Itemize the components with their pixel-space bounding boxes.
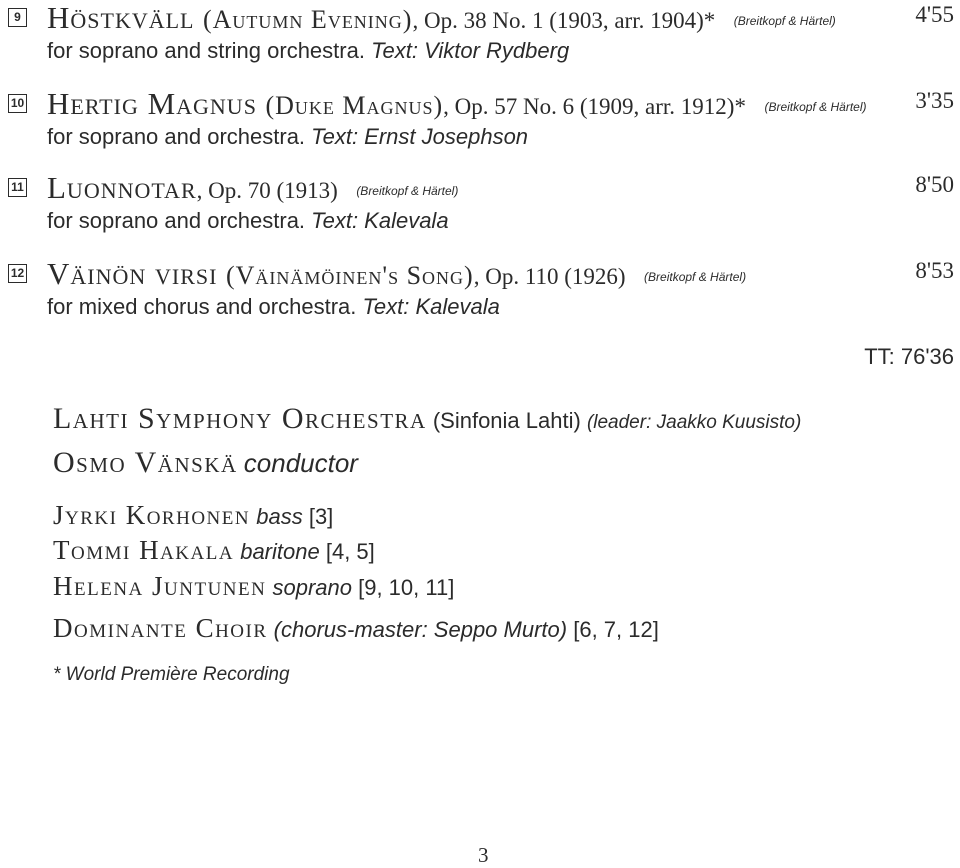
track-publisher: (Breitkopf & Härtel) bbox=[644, 270, 747, 284]
performer-tracks: [9, 10, 11] bbox=[358, 575, 455, 600]
track-title: Väinön virsi bbox=[47, 256, 218, 291]
track-title-line bbox=[47, 256, 746, 292]
track-number-badge: 11 bbox=[8, 178, 27, 197]
performer-tracks: [6, 7, 12] bbox=[573, 617, 659, 642]
track-description bbox=[47, 38, 569, 64]
performer-baritone bbox=[53, 535, 375, 566]
performer-soprano bbox=[53, 571, 454, 602]
track-publisher: (Breitkopf & Härtel) bbox=[733, 14, 836, 28]
performer-name: Lahti Symphony Orchestra bbox=[53, 402, 427, 435]
track-title-line bbox=[47, 0, 836, 36]
performer-bass bbox=[53, 500, 333, 531]
track-description bbox=[47, 208, 449, 234]
track-title-translation: (Duke Magnus) bbox=[265, 91, 444, 120]
track-opus: , Op. 38 No. 1 (1903, arr. 1904)* bbox=[412, 8, 716, 33]
track-description bbox=[47, 124, 528, 150]
track-title-line bbox=[47, 86, 866, 122]
performer-detail: (Sinfonia Lahti) bbox=[432, 408, 581, 433]
performer-role: conductor bbox=[243, 448, 358, 478]
track-publisher: (Breitkopf & Härtel) bbox=[356, 184, 459, 198]
performer-orchestra bbox=[53, 402, 801, 436]
track-title: Luonnotar bbox=[47, 170, 197, 205]
performer-name: Tommi Hakala bbox=[53, 535, 235, 565]
track-title-translation: (Autumn Evening) bbox=[203, 5, 413, 34]
page-number: 3 bbox=[478, 843, 489, 867]
performer-role: (chorus-master: Seppo Murto) bbox=[273, 617, 568, 642]
total-time: TT: 76'36 bbox=[864, 344, 954, 369]
performer-tracks: [4, 5] bbox=[325, 539, 375, 564]
performer-conductor bbox=[53, 446, 358, 480]
performer-role: bass bbox=[256, 504, 303, 529]
track-scoring: for soprano and orchestra. bbox=[47, 208, 306, 233]
track-text-author: Text: Viktor Rydberg bbox=[371, 38, 570, 63]
performer-name: Helena Juntunen bbox=[53, 571, 267, 601]
track-title-line bbox=[47, 170, 458, 206]
track-text-author: Text: Kalevala bbox=[362, 294, 500, 319]
track-description bbox=[47, 294, 500, 320]
track-opus: , Op. 110 (1926) bbox=[473, 264, 626, 289]
track-number-badge: 10 bbox=[8, 94, 27, 113]
performer-choir bbox=[53, 613, 659, 644]
performer-role: baritone bbox=[240, 539, 320, 564]
track-duration: 8'53 bbox=[915, 258, 954, 283]
track-opus: , Op. 70 (1913) bbox=[196, 178, 338, 203]
track-publisher: (Breitkopf & Härtel) bbox=[764, 100, 867, 114]
track-text-author: Text: Ernst Josephson bbox=[311, 124, 529, 149]
track-scoring: for soprano and string orchestra. bbox=[47, 38, 365, 63]
track-scoring: for mixed chorus and orchestra. bbox=[47, 294, 357, 319]
track-duration: 3'35 bbox=[915, 88, 954, 113]
performer-role: soprano bbox=[272, 575, 352, 600]
performer-name: Dominante Choir bbox=[53, 613, 268, 643]
track-number-badge: 12 bbox=[8, 264, 27, 283]
track-title: Hertig Magnus bbox=[47, 86, 257, 121]
track-duration: 8'50 bbox=[915, 172, 954, 197]
performer-name: Jyrki Korhonen bbox=[53, 500, 251, 530]
track-duration: 4'55 bbox=[915, 2, 954, 27]
track-scoring: for soprano and orchestra. bbox=[47, 124, 306, 149]
track-title: Höstkväll bbox=[47, 0, 195, 35]
performer-name: Osmo Vänskä bbox=[53, 446, 238, 479]
track-opus: , Op. 57 No. 6 (1909, arr. 1912)* bbox=[443, 94, 746, 119]
performer-tracks: [3] bbox=[308, 504, 334, 529]
track-number-badge: 9 bbox=[8, 8, 27, 27]
track-text-author: Text: Kalevala bbox=[311, 208, 449, 233]
track-title-translation: (Väinämöinen's Song) bbox=[225, 261, 474, 290]
performer-role: (leader: Jaakko Kuusisto) bbox=[586, 412, 802, 433]
footnote: * World Première Recording bbox=[53, 664, 290, 685]
